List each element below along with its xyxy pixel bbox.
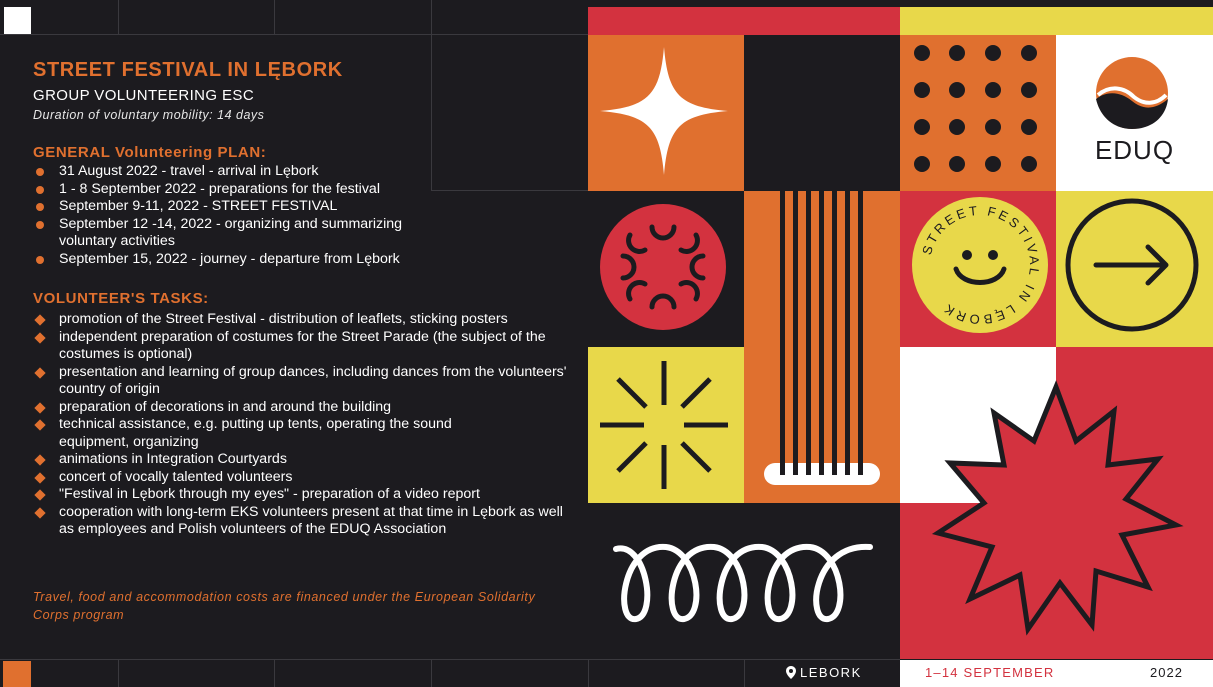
year-label: 2022: [1150, 665, 1183, 680]
location-pin-icon: [786, 666, 796, 679]
yellow-strip: [900, 7, 1213, 35]
duration-note: Duration of voluntary mobility: 14 days: [33, 108, 265, 122]
corner-square: [4, 7, 31, 34]
dots-tile: [900, 35, 1056, 191]
sparkle-star-icon: [588, 35, 744, 191]
harp-tile: [744, 191, 900, 503]
list-item: independent preparation of costumes for the Street Parade (the subject of the costumes is optional): [33, 329, 573, 364]
corner-orange-square: [3, 661, 31, 687]
list-item: animations in Integration Courtyards: [33, 451, 573, 469]
plan-heading: GENERAL Volunteering PLAN:: [33, 144, 267, 161]
strings-icon: [744, 191, 900, 503]
list-item: promotion of the Street Festival - distribution of leaflets, sticking posters: [33, 311, 573, 329]
sparkle-tile: [588, 35, 744, 191]
badge-text: STREET FESTIVAL IN LĘBORK: [919, 202, 1043, 328]
arrow-tile: [1056, 191, 1213, 347]
page-title: STREET FESTIVAL IN LĘBORK: [33, 59, 343, 81]
list-item: September 12 -14, 2022 - organizing and summarizing voluntary activities: [33, 216, 453, 251]
logo-text: EDUQ: [1094, 135, 1175, 165]
location-label: [786, 665, 862, 680]
location-text: LEBORK: [800, 665, 862, 680]
list-item: September 9-11, 2022 - STREET FESTIVAL: [33, 198, 573, 216]
badge-tile: [900, 191, 1056, 347]
text-panel: [33, 58, 573, 539]
dots-grid-icon: [900, 35, 1056, 191]
grid-line: [118, 659, 119, 687]
grid-line: [744, 659, 745, 687]
list-item: cooperation with long-term EKS volunteers present at that time in Lębork as well as employees and Polish volunteers of the EDUQ Association: [33, 504, 573, 539]
grid-line: [0, 659, 900, 660]
grid-line: [588, 659, 589, 687]
grid-line: [431, 659, 432, 687]
grid-line: [0, 34, 588, 35]
eduq-logo-icon: [1056, 35, 1213, 191]
list-item: 31 August 2022 - travel - arrival in Lębork: [33, 163, 573, 181]
grid-line: [118, 0, 119, 34]
red-circle-tile: [588, 191, 744, 347]
list-item: preparation of decorations in and around the building: [33, 399, 573, 417]
tasks-heading: VOLUNTEER'S TASKS:: [33, 290, 209, 307]
grid-line: [274, 0, 275, 34]
dates-label: 1–14 SEPTEMBER: [925, 665, 1055, 680]
arrow-right-icon: [1056, 191, 1213, 347]
sun-rays-icon: [588, 347, 744, 503]
burst-star-icon: [900, 347, 1213, 659]
funding-note: Travel, food and accommodation costs are financed under the European Solidarity Corps program: [33, 590, 536, 622]
logo-tile: [1056, 35, 1213, 191]
tasks-list: [33, 311, 573, 539]
list-item: "Festival in Lębork through my eyes" - preparation of a video report: [33, 486, 573, 504]
loops-icon: [588, 503, 900, 659]
circle-arcs-icon: [588, 191, 744, 347]
list-item: 1 - 8 September 2022 - preparations for the festival: [33, 181, 573, 199]
grid-line: [274, 659, 275, 687]
list-item: September 15, 2022 - journey - departure from Lębork: [33, 251, 573, 269]
smiley-icon: [900, 191, 1056, 347]
plan-list: [33, 163, 573, 268]
red-strip: [588, 7, 900, 35]
page-subtitle: GROUP VOLUNTEERING ESC: [33, 87, 255, 104]
list-item: presentation and learning of group dances, including dances from the volunteers' country of origin: [33, 364, 573, 399]
list-item: technical assistance, e.g. putting up tents, operating the sound equipment, organizing: [33, 416, 513, 451]
sun-tile: [588, 347, 744, 503]
list-item: concert of vocally talented volunteers: [33, 469, 573, 487]
loops-tile: [588, 503, 900, 659]
